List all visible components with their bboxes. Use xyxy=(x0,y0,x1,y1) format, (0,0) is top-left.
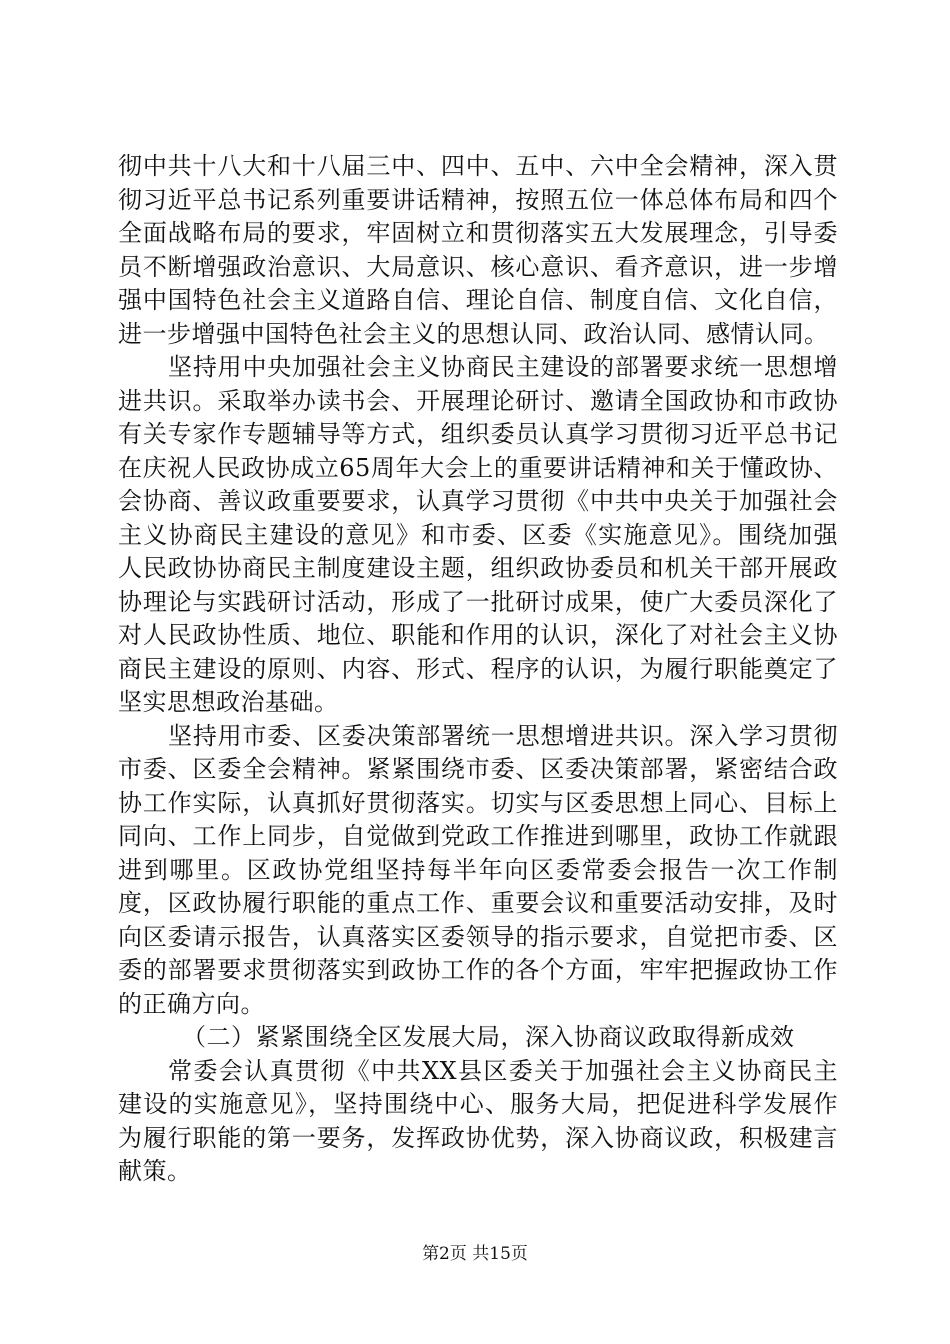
paragraph-central-deployment: 坚持用中央加强社会主义协商民主建设的部署要求统一思想增进共识。采取举办读书会、开展理论研讨、邀请全国政协和市政协有关专家作专题辅导等方式，组织委员认真学习贯彻习近平总书记在庆祝人民政协成立65周年大会上的重要讲话精神和关于懂政协、会协商、善议政重要要求，认真学习贯彻《中共中央关于加强社会主义协商民主建设的意见》和市委、区委《实施意见》。围绕加强人民政协协商民主制度建设主题，组织政协委员和机关干部开展政协理论与实践研讨活动，形成了一批研讨成果，使广大委员深化了对人民政协性质、地位、职能和作用的认识，深化了对社会主义协商民主建设的原则、内容、形式、程序的认识，为履行职能奠定了坚实思想政治基础。 xyxy=(118,353,838,716)
paragraph-continuation: 彻中共十八大和十八届三中、四中、五中、六中全会精神，深入贯彻习近平总书记系列重要讲话精神，按照五位一体总体布局和四个全面战略布局的要求，牢固树立和贯彻落实五大发展理念，引导委员不断增强政治意识、大局意识、核心意识、看齐意识，进一步增强中国特色社会主义道路自信、理论自信、制度自信、文化自信，进一步增强中国特色社会主义的思想认同、政治认同、感情认同。 xyxy=(118,152,838,348)
page-footer xyxy=(0,1243,950,1265)
paragraph-municipal-deployment: 坚持用市委、区委决策部署统一思想增进共识。深入学习贯彻市委、区委全会精神。紧紧围绕市委、区委决策部署，紧密结合政协工作实际，认真抓好贯彻落实。切实与区委思想上同心、目标上同向、工作上同步，自觉做到党政工作推进到哪里，政协工作就跟进到哪里。区政协党组坚持每半年向区委常委会报告一次工作制度，区政协履行职能的重点工作、重要会议和重要活动安排，及时向区委请示报告，认真落实区委领导的指示要求，自觉把市委、区委的部署要求贯彻落实到政协工作的各个方面，牢牢把握政协工作的正确方向。 xyxy=(118,721,838,1018)
page-number: 第2页 共15页 xyxy=(422,1244,528,1264)
paragraph-standing-committee: 常委会认真贯彻《中共XX县区委关于加强社会主义协商民主建设的实施意见》，坚持围绕中心、服务大局，把促进科学发展作为履行职能的第一要务，发挥政协优势，深入协商议政，积极建言献策。 xyxy=(118,1056,838,1185)
section-heading: （二）紧紧围绕全区发展大局，深入协商议政取得新成效 xyxy=(182,1023,795,1051)
document-body xyxy=(118,150,838,1189)
